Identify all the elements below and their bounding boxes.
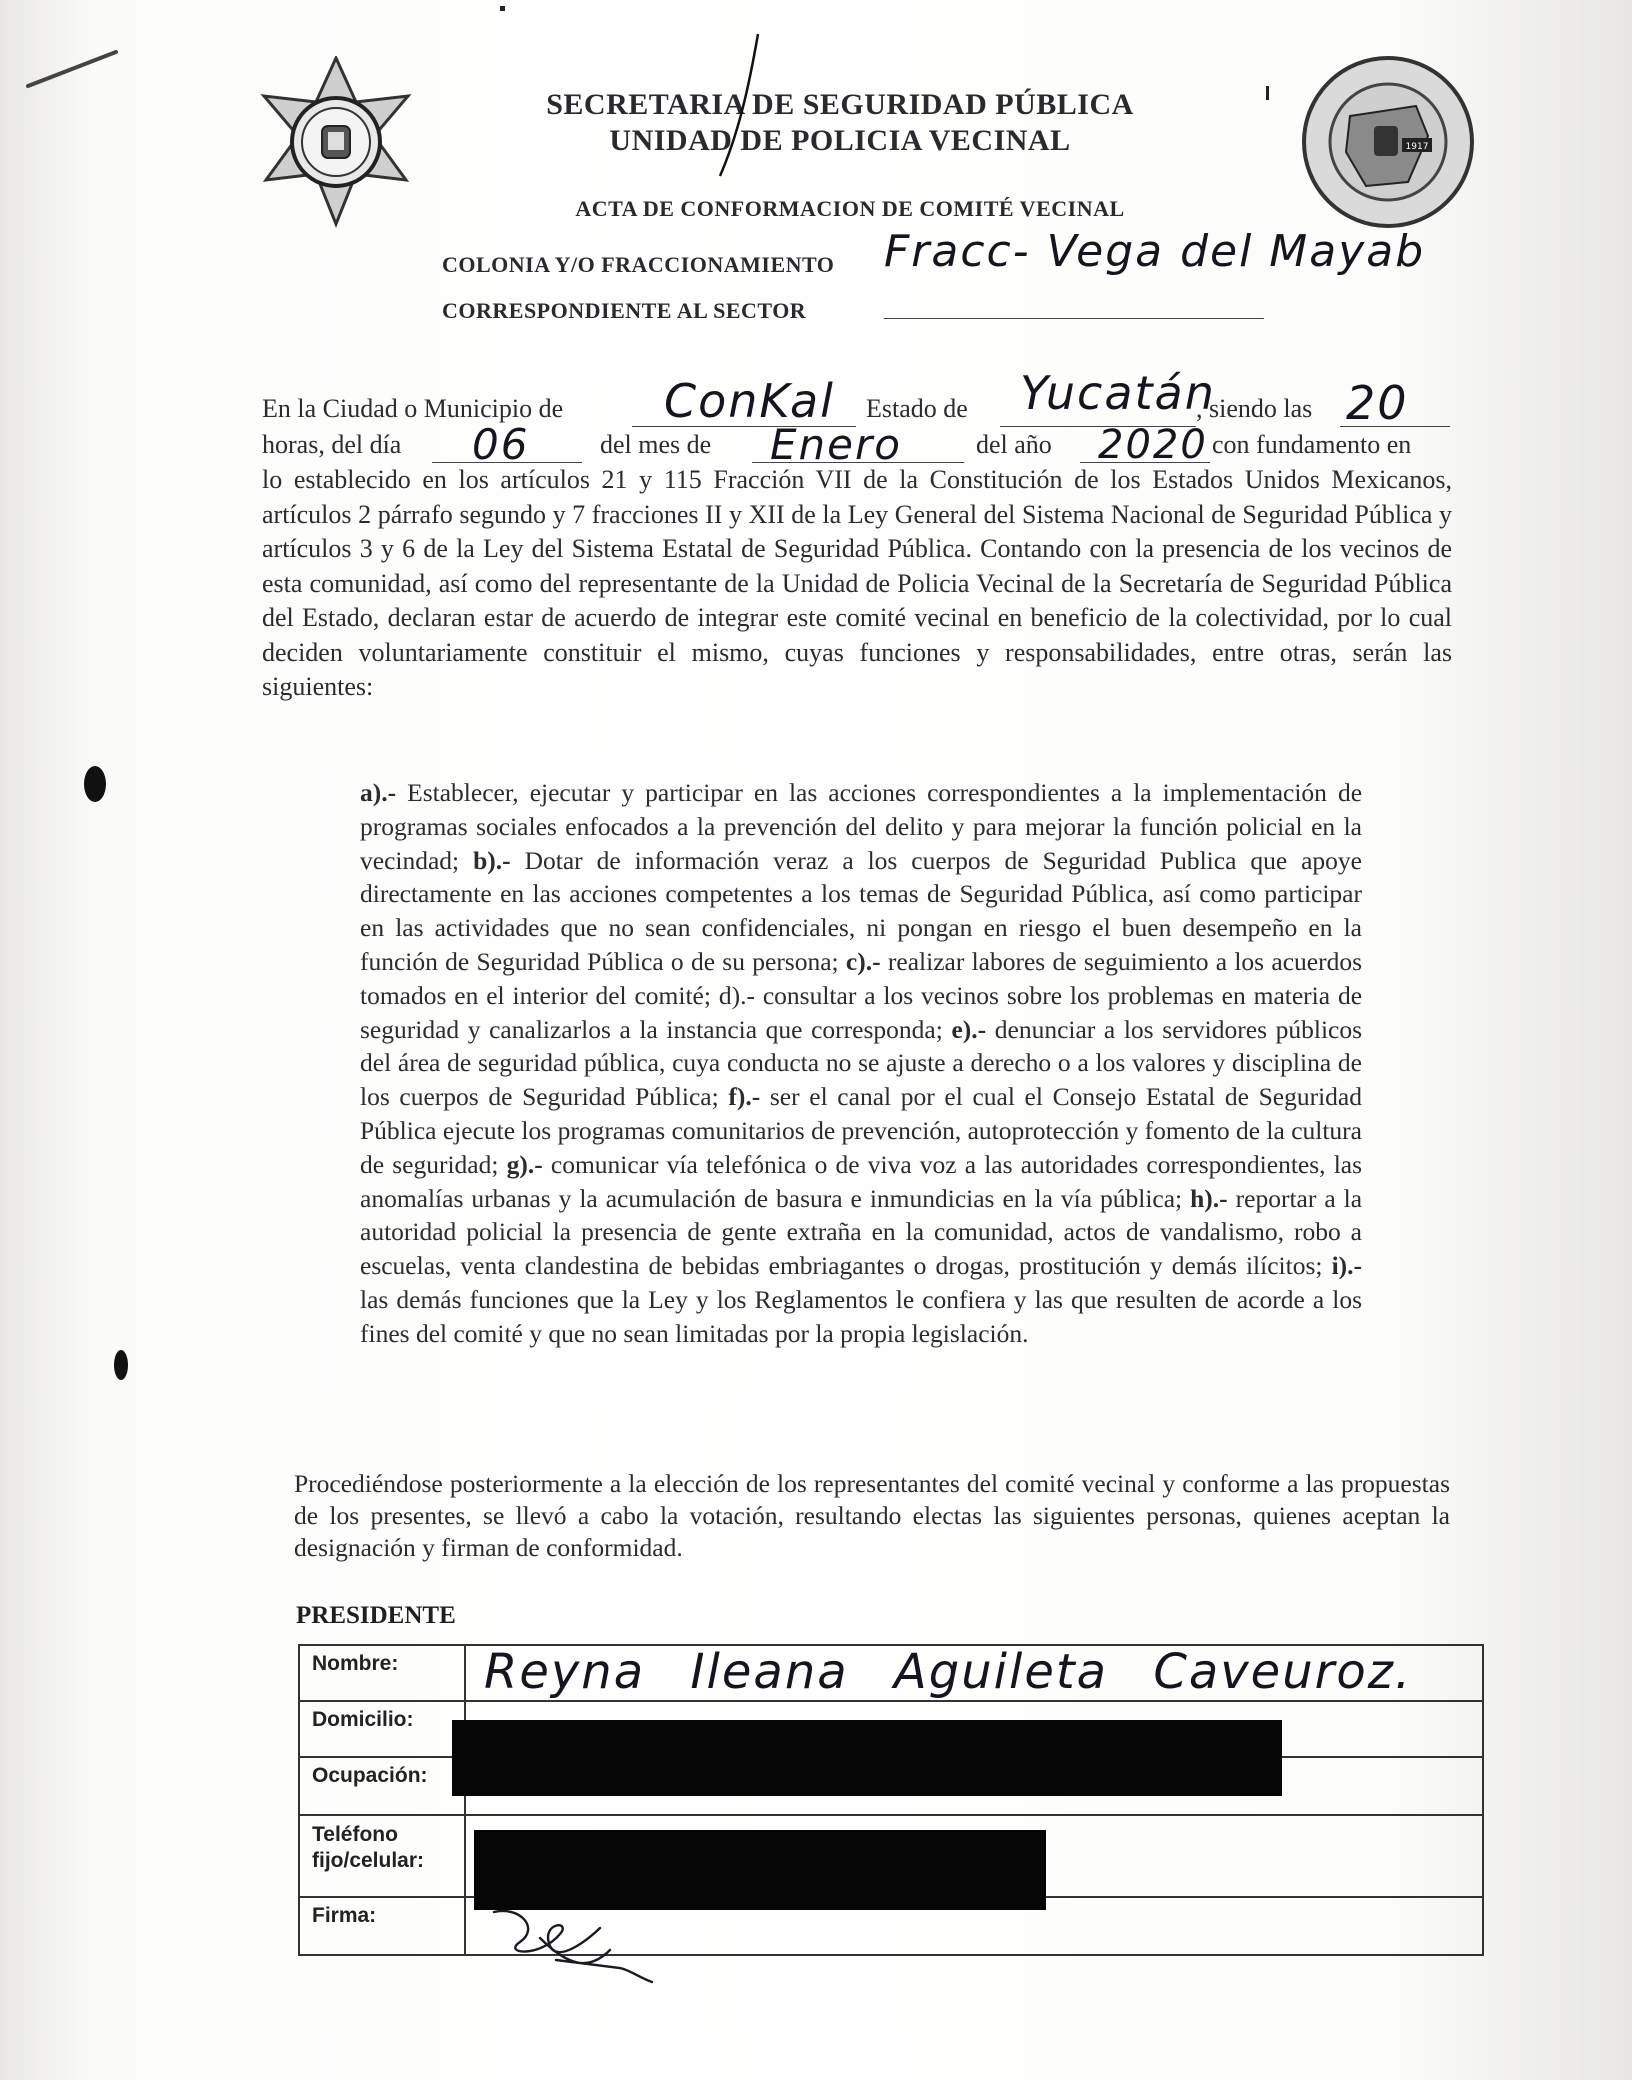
function-h-label: h).- — [1190, 1183, 1228, 1213]
functions-list — [360, 776, 1362, 1351]
ocupacion-label: Ocupación: — [299, 1757, 465, 1815]
function-c-text: realizar labores de seguimiento a los acuerdos tomados en el interior del comité; — [360, 946, 1363, 1010]
intro-text-1: En la Ciudad o Municipio de — [262, 394, 564, 423]
redaction-domicilio-ocupacion — [452, 1720, 1282, 1796]
anio-value: 2020 — [1098, 422, 1208, 468]
function-h-text: reportar a la autoridad policial la presencia de gente extraña en la comunidad, actos de vandalismo, robo a escuelas, venta clandestina de bebidas embriagantes o drogas, prostitución y demás ilícitos; — [360, 1183, 1363, 1281]
punch-hole-bottom — [114, 1350, 128, 1380]
pen-stroke — [700, 30, 770, 180]
telefono-label-line1: Teléfono — [312, 1823, 398, 1846]
punch-hole-top — [84, 766, 106, 802]
sector-label: CORRESPONDIENTE AL SECTOR — [442, 298, 807, 323]
function-a-text: Establecer, ejecutar y participar en las acciones correspondientes a la implementación de programas sociales enfocados a la prevención del delito y para mejorar la función policial en la vecindad; — [360, 778, 1363, 875]
police-star-seal-icon — [256, 56, 416, 228]
telefono-label — [299, 1815, 465, 1897]
nombre-label: Nombre: — [299, 1645, 465, 1701]
function-g-text: comunicar vía telefónica o de viva voz a las autoridades correspondientes, las anomalías urbanas y la acumulación de basura e inmundicias en la vía pública; — [360, 1149, 1363, 1213]
intro-text-6: del año — [976, 430, 1052, 459]
function-a-label: a).- — [360, 778, 397, 807]
signature-icon — [480, 1898, 660, 1984]
mark — [1266, 86, 1269, 100]
function-g-label: g).- — [506, 1149, 543, 1179]
function-d-text: consultar a los vecinos sobre los problemas en materia de seguridad y canalizarlos a la instancia que corresponda; — [360, 980, 1363, 1044]
document-title: ACTA DE CONFORMACION DE COMITÉ VECINAL — [575, 196, 1125, 221]
speck — [500, 6, 505, 11]
presidente-heading: PRESIDENTE — [296, 1602, 456, 1629]
dia-value: 06 — [472, 420, 530, 469]
colonia-label: COLONIA Y/O FRACCIONAMIENTO — [442, 252, 835, 277]
firma-label: Firma: — [299, 1897, 465, 1955]
function-d-label: d).- — [718, 980, 755, 1010]
nombre-cell — [465, 1645, 1483, 1701]
telefono-label-line2: fijo/celular: — [312, 1849, 425, 1872]
intro-text-3: , siendo las — [1196, 394, 1313, 423]
consejo-estatal-seal-icon — [1296, 56, 1480, 228]
intro-paragraph: lo establecido en los artículos 21 y 115 Fracción VII de la Constitución de los Estados Unidos Mexicanos, artículos 2 párrafo segundo y 7 fracciones II y XII de la Ley General del Sistema Nacional de Seguridad Pública y artículos 3 y 6 de la Ley del Sistema Estatal de Seguridad Pública. Contando con la presencia de los vecinos de esta comunidad, así como del representante de la Unidad de Policia Vecinal de la Secretaría de Seguridad Pública del Estado, declaran estar de acuerdo de integrar este comité vecinal en beneficio de la colectividad, por lo cual deciden voluntariamente constituir el mismo, cuyas funciones y responsabilidades, entre otras, serán las siguientes: — [262, 465, 1452, 701]
intro-text-5: del mes de — [600, 430, 712, 459]
function-f-text: ser el canal por el cual el Consejo Estatal de Seguridad Pública ejecute los programas comunitarios de prevención, autoprotección y fomento de la cultura de seguridad; — [360, 1082, 1363, 1179]
header-line-2: UNIDAD DE POLICIA VECINAL — [609, 124, 1071, 157]
intro-text-7: con fundamento en — [1212, 430, 1412, 459]
domicilio-label: Domicilio: — [299, 1701, 465, 1757]
estado-value: Yucatán — [1020, 366, 1216, 420]
function-b-label: b).- — [473, 845, 511, 875]
mes-value: Enero — [770, 420, 902, 469]
function-f-label: f).- — [728, 1082, 761, 1112]
header-line-1: SECRETARIA DE SEGURIDAD PÚBLICA — [546, 88, 1134, 121]
function-e-label: e).- — [951, 1014, 987, 1044]
hora-value: 20 — [1346, 376, 1409, 430]
seal-badge-text: 1917 — [1405, 142, 1429, 152]
function-i-label: i).- — [1331, 1251, 1363, 1281]
nombre-value: Reyna Ileana Aguileta Caveuroz. — [484, 1644, 1413, 1700]
function-b-text: Dotar de información veraz a los cuerpos de Seguridad Publica que apoye directamente en las acciones competentes a los temas de Seguridad Pública, así como participar en las actividades que no sean confidenciales, ni pongan en riesgo el buen desempeño en la función de Seguridad Pública o de su persona; — [360, 845, 1363, 976]
closing-paragraph: Procediéndose posteriormente a la elección de los representantes del comité vecinal y conforme a las propuestas de los presentes, se llevó a cabo la votación, resultando electas las siguientes personas, quienes aceptan la designación y firman de conformidad. — [294, 1469, 1450, 1562]
pen-mark — [24, 44, 124, 94]
function-c-label: c).- — [845, 946, 881, 976]
intro-text-2: Estado de — [866, 394, 968, 423]
municipio-value: ConKal — [664, 374, 835, 428]
function-i-text: las demás funciones que la Ley y los Reglamentos le confiera y las que resulten de acorde a los fines del comité y que no sean limitadas por la propia legislación. — [360, 1284, 1362, 1348]
sector-value-line — [884, 318, 1264, 319]
function-e-text: denunciar a los servidores públicos del área de seguridad pública, cuya conducta no se ajuste a derecho o a los valores y disciplina de los cuerpos de Seguridad Pública; — [360, 1014, 1363, 1112]
colonia-value: Fracc- Vega del Mayab — [884, 226, 1426, 277]
intro-text-4: horas, del día — [262, 430, 402, 459]
